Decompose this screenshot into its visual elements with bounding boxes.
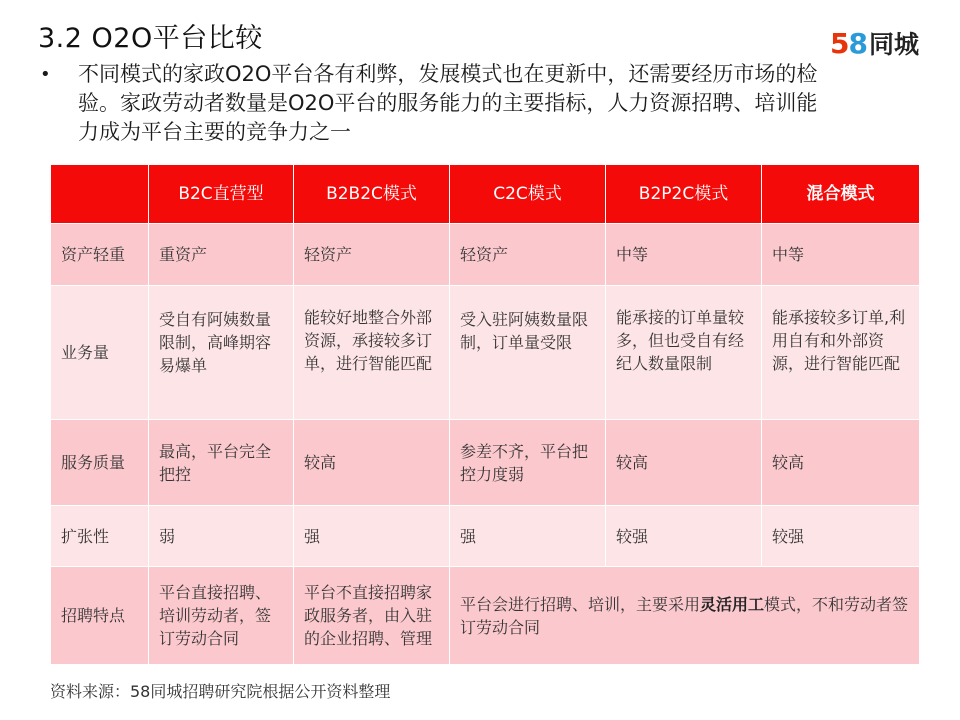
row-label: 招聘特点 bbox=[51, 567, 149, 665]
table-header-row bbox=[51, 165, 920, 224]
page-title: 3.2 O2O平台比较 bbox=[38, 23, 263, 54]
intro-bullet bbox=[40, 60, 840, 147]
table-row bbox=[51, 506, 920, 567]
table-cell: 能较好地整合外部资源，承接较多订单，进行智能匹配 bbox=[294, 286, 450, 420]
table-cell: 轻资产 bbox=[294, 224, 450, 286]
header-b2c: B2C直营型 bbox=[149, 165, 294, 224]
bullet-dot: • bbox=[40, 64, 51, 85]
table-cell: 中等 bbox=[762, 224, 920, 286]
header-mixed: 混合模式 bbox=[762, 165, 920, 224]
table-cell: 最高，平台完全把控 bbox=[149, 420, 294, 506]
table-row bbox=[51, 420, 920, 506]
table-cell: 较强 bbox=[762, 506, 920, 567]
logo-number: 58 bbox=[830, 26, 867, 60]
brand-logo bbox=[830, 26, 919, 60]
table-cell: 能承接的订单量较多，但也受自有经纪人数量限制 bbox=[606, 286, 762, 420]
header-b2b2c: B2B2C模式 bbox=[294, 165, 450, 224]
logo-text: 同城 bbox=[868, 30, 919, 59]
table-cell: 较高 bbox=[762, 420, 920, 506]
table-cell: 受自有阿姨数量限制，高峰期容易爆单 bbox=[149, 286, 294, 420]
merged-text-highlight: 灵活用工 bbox=[700, 594, 765, 614]
table-row bbox=[51, 224, 920, 286]
header-corner bbox=[51, 165, 149, 224]
table-cell: 平台不直接招聘家政服务者，由入驻的企业招聘、管理 bbox=[294, 567, 450, 665]
table-row bbox=[51, 567, 920, 665]
merged-text-after: 模式，不和劳动者签订劳动合同 bbox=[460, 594, 909, 637]
comparison-table bbox=[50, 164, 920, 665]
merged-cell bbox=[450, 567, 920, 665]
row-label: 服务质量 bbox=[51, 420, 149, 506]
header-b2p2c: B2P2C模式 bbox=[606, 165, 762, 224]
table-cell: 轻资产 bbox=[450, 224, 606, 286]
source-note: 资料来源：58同城招聘研究院根据公开资料整理 bbox=[50, 682, 391, 701]
table-cell: 强 bbox=[450, 506, 606, 567]
table-cell: 强 bbox=[294, 506, 450, 567]
table-cell: 中等 bbox=[606, 224, 762, 286]
table-cell: 较强 bbox=[606, 506, 762, 567]
table-cell: 较高 bbox=[294, 420, 450, 506]
row-label: 资产轻重 bbox=[51, 224, 149, 286]
merged-text-before: 平台会进行招聘、培训，主要采用 bbox=[460, 594, 701, 614]
table-cell: 受入驻阿姨数量限制，订单量受限 bbox=[450, 286, 606, 420]
table-cell: 较高 bbox=[606, 420, 762, 506]
table-cell: 重资产 bbox=[149, 224, 294, 286]
table-row bbox=[51, 286, 920, 420]
header-c2c: C2C模式 bbox=[450, 165, 606, 224]
bullet-text: 不同模式的家政O2O平台各有利弊，发展模式也在更新中，还需要经历市场的检验。家政劳动者数量是O2O平台的服务能力的主要指标，人力资源招聘、培训能力成为平台主要的竞争力之一 bbox=[78, 62, 818, 144]
table-cell: 弱 bbox=[149, 506, 294, 567]
table-cell: 能承接较多订单,利用自有和外部资源，进行智能匹配 bbox=[762, 286, 920, 420]
table-cell: 平台直接招聘、培训劳动者，签订劳动合同 bbox=[149, 567, 294, 665]
row-label: 扩张性 bbox=[51, 506, 149, 567]
row-label: 业务量 bbox=[51, 286, 149, 420]
table-cell: 参差不齐，平台把控力度弱 bbox=[450, 420, 606, 506]
